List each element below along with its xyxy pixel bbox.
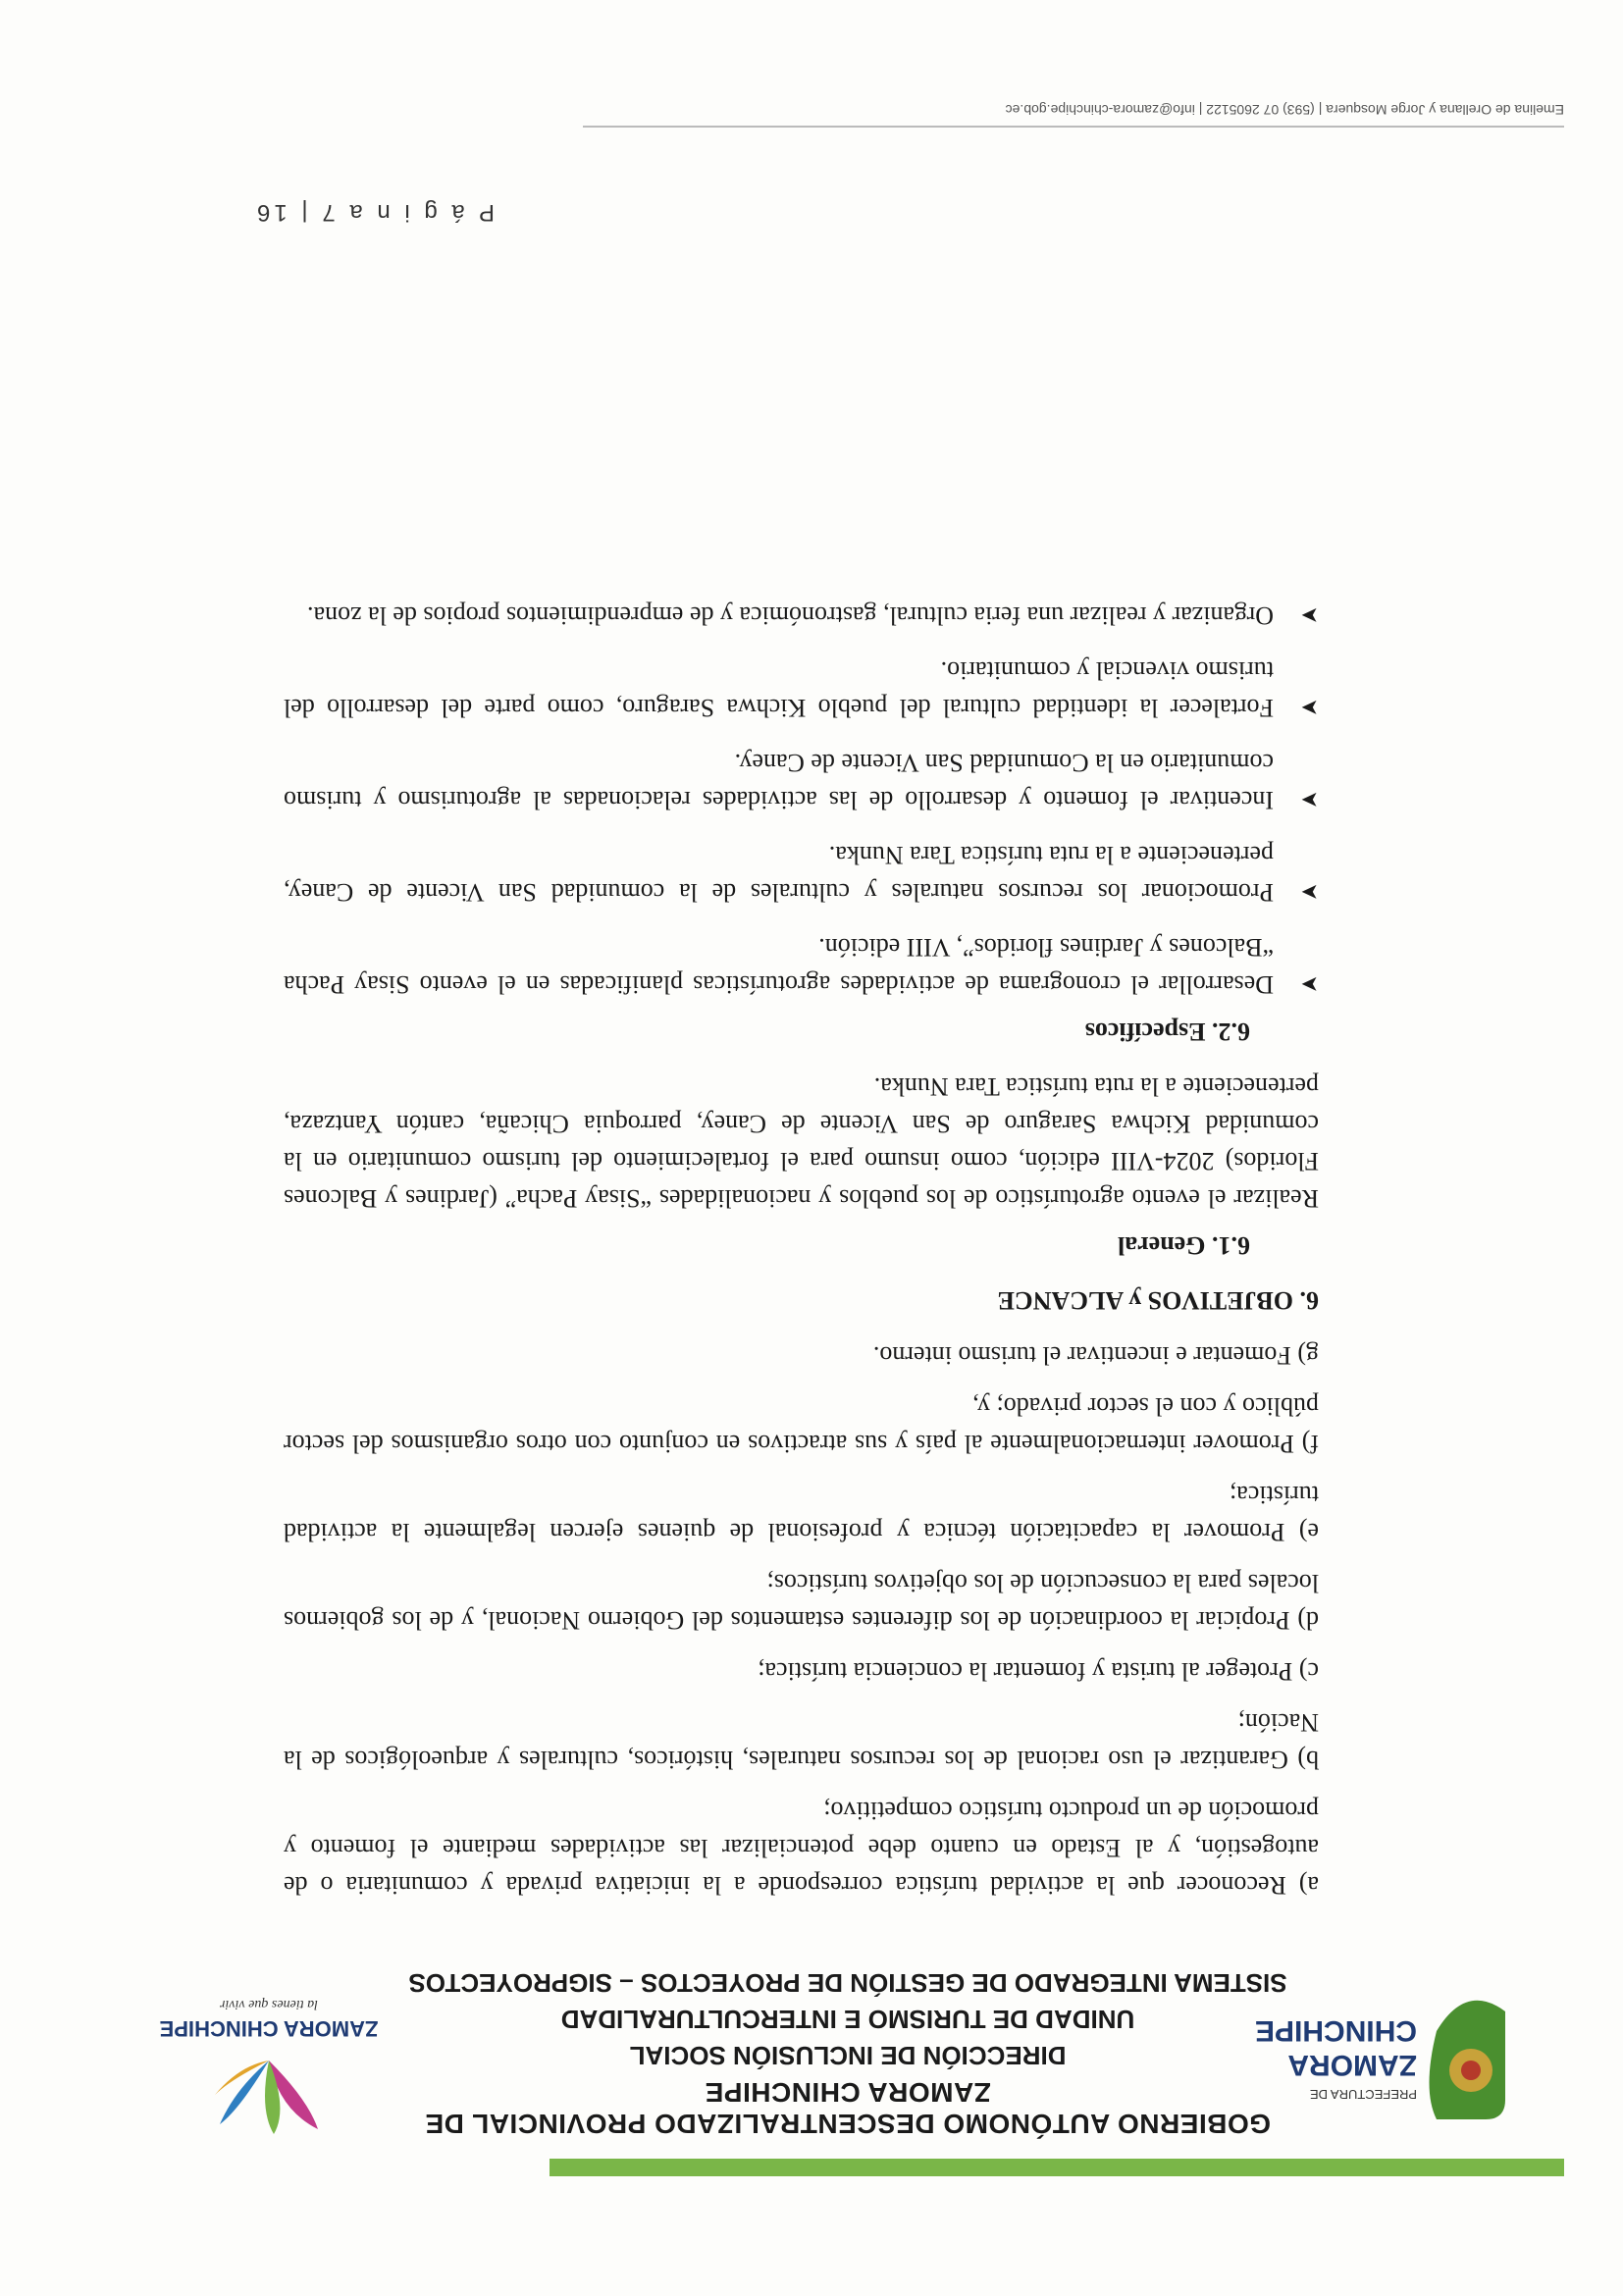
page-number-value: 7 | 16 xyxy=(253,199,336,226)
document-body xyxy=(284,579,1319,1904)
zamora-brand-logo xyxy=(151,1943,387,2139)
list-item-d: d) Propiciar la coordinación de los diferentes estamentos del Gobierno Nacional, y de los gobiernos locales para la consecución de los objetivos turísticos; xyxy=(284,1569,1319,1635)
footer-contact: Emelina de Orellana y Jorge Mosquera | (593) 07 2605122 | info@zamora-chinchipe.gob.ec xyxy=(1005,102,1564,118)
list-item-c: c) Proteger al turista y fomentar la conciencia turística; xyxy=(758,1657,1319,1686)
header-line-1: GOBIERNO AUTÓNOMO DESCENTRALIZADO PROVINCIAL DE ZAMORA CHINCHIPE xyxy=(425,2077,1271,2139)
logo-left-name2: CHINCHIPE xyxy=(1254,2014,1417,2047)
document-header xyxy=(33,1904,1564,2159)
list-item: ➤ Incentivar el fomento y desarrollo de las actividades relacionadas al agroturismo y turismo comunitario en la Comunidad San Vicente de Caney. xyxy=(284,744,1319,818)
logo-left-name1: ZAMORA xyxy=(1287,2049,1417,2081)
section-6-heading: 6. OBJETIVOS y ALCANCE xyxy=(997,1286,1319,1315)
list-item: ➤ Organizar y realizar una feria cultural, gastronómica y de emprendimientos propios de la zona. xyxy=(284,597,1319,634)
header-titles xyxy=(406,1967,1289,2139)
footer-divider xyxy=(583,126,1564,128)
header-green-bar xyxy=(550,2159,1564,2176)
list-item: ➤ Fortalecer la identidad cultural del pueblo Kichwa Saraguro, como parte del desarrollo del turismo vivencial y comunitario. xyxy=(284,652,1319,726)
header-line-4: SISTEMA INTEGRADO DE GESTIÓN DE PROYECTOS – SIGPROYECTOS xyxy=(408,1968,1287,1998)
list-item-a: a) Reconocer que la actividad turística corresponde a la iniciativa privada y comunitaria o de autogestión, y al Estado en cuanto debe potencializar las actividades mediante el fomento y promoción de un producto turístico competitivo; xyxy=(284,1797,1319,1900)
general-objective-text: Realizar el evento agroturístico de los pueblos y nacionalidades “Sisay Pacha” (Jardines y Balcones Floridos) 2024-VIII edición, como insumo para el fortalecimiento del turismo comunitario en la comunidad Kichwa Saraguro de San Vicente de Caney, parroquia Chicaña, cantón Yantzaza, perteneciente a la ruta turística Tara Nunka. xyxy=(284,1072,1319,1213)
list-item: ➤ Promocionar los recursos naturales y culturales de la comunidad San Vicente de Caney, perteneciente a la ruta turística Tara Nunka. xyxy=(284,836,1319,911)
header-line-3: UNIDAD DE TURISMO E INTERCULTURALIDAD xyxy=(560,2005,1135,2034)
list-item-b: b) Garantizar el uso racional de los recursos naturales, históricos, culturales y arqueológicos de la Nación; xyxy=(284,1708,1319,1774)
page-label: P á g i n a xyxy=(345,199,495,226)
specific-objectives-list xyxy=(284,597,1319,1003)
list-item: ➤ Desarrollar el cronograma de actividades agroturísticas planificadas en el evento Sisay Pacha “Balcones y Jardines floridos”, VIII edición. xyxy=(284,928,1319,1003)
list-item-g: g) Fomentar e incentivar el turismo interno. xyxy=(872,1341,1319,1370)
flower-logo-icon xyxy=(210,2051,328,2139)
logo-left-top: PREFECTURA DE xyxy=(1309,2087,1417,2102)
right-logo-name: ZAMORA CHINCHIPE xyxy=(159,2016,379,2041)
header-line-2: DIRECCIÓN DE INCLUSIÓN SOCIAL xyxy=(629,2041,1067,2070)
section-6-2-heading: 6.2. Específicos xyxy=(1084,1018,1250,1046)
right-logo-tagline: la tienes que vivir xyxy=(220,1997,318,2011)
page-number xyxy=(253,198,495,226)
list-item-e: e) Promover la capacitación técnica y profesional de quienes ejercen legalmente la actividad turística; xyxy=(284,1481,1319,1546)
section-6-1-heading: 6.1. General xyxy=(1117,1231,1250,1260)
list-item-f: f) Promover internacionalmente al país y sus atractivos en conjunto con otros organismos del sector público y con el sector privado; y, xyxy=(284,1392,1319,1458)
prefectura-logo-icon xyxy=(1254,1933,1525,2129)
